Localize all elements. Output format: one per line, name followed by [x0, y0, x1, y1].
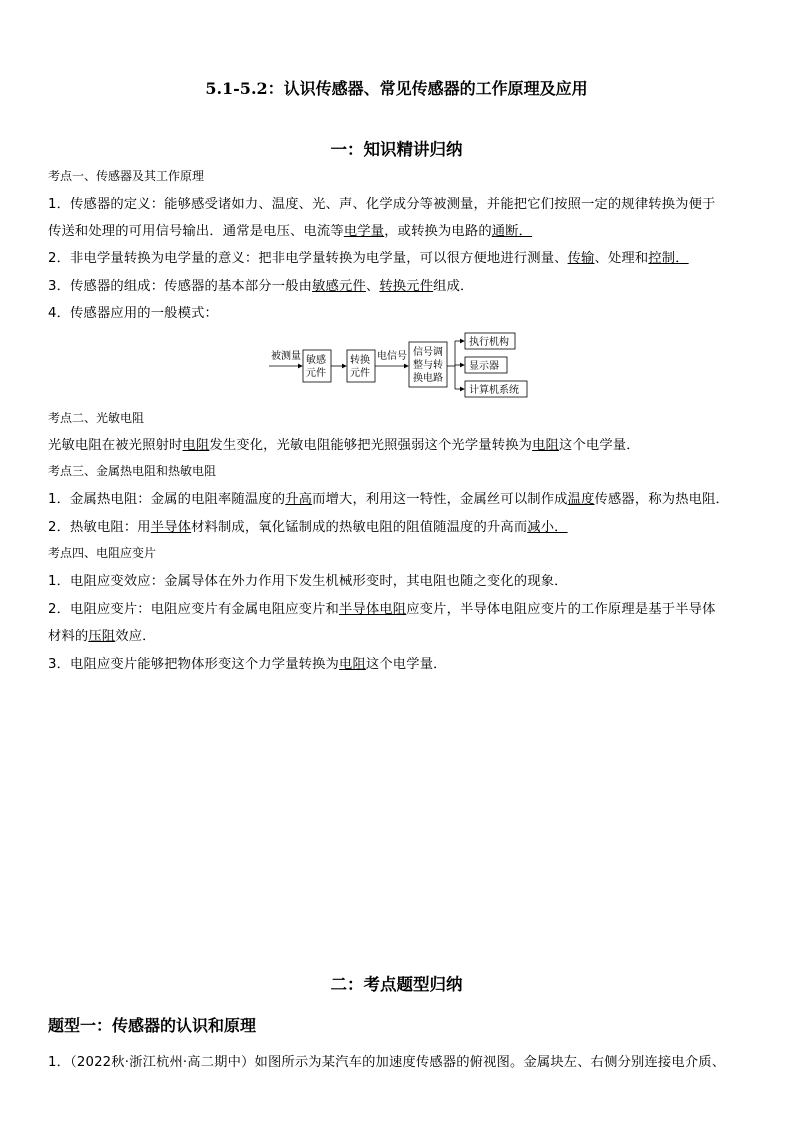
paragraph-6: 1．金属热电阻：金属的电阻率随温度的升高而增大，利用这一特性，金属丝可以制作成温度传感器，称为热电阻．: [48, 492, 729, 507]
paragraph-8: 1．电阻应变效应：金属导体在外力作用下发生机械形变时，其电阻也随之变化的现象．: [48, 574, 568, 589]
svg-text:执行机构: 执行机构: [469, 337, 509, 348]
underlined-term: 电阻: [182, 438, 210, 453]
flow-input-label: 被测量: [271, 351, 301, 362]
underlined-term: 压阻: [88, 629, 116, 644]
section-heading-2: 二：考点题型归纳: [330, 975, 463, 994]
svg-text:换电路: 换电路: [413, 373, 443, 384]
underlined-term: 半导体电阻: [339, 602, 407, 617]
kaodian-2-heading: 考点二、光敏电阻: [48, 411, 145, 425]
underlined-term: 传输: [567, 251, 595, 266]
paragraph-7: 2．热敏电阻：用半导体材料制成，氧化锰制成的热敏电阻的阻值随温度的升高而减小．: [48, 520, 568, 535]
svg-text:整与转: 整与转: [413, 360, 443, 371]
underlined-term: 电阻: [532, 438, 560, 453]
svg-text:显示器: 显示器: [469, 361, 499, 372]
sensor-flow-diagram: [265, 330, 535, 402]
paragraph-1-line-1: 1．传感器的定义：能够感受诸如力、温度、光、声、化学成分等被测量，并能把它们按照一定的规律转换为便于: [48, 197, 716, 212]
underlined-term: 转换元件: [379, 279, 434, 294]
underlined-term: 通断．: [491, 224, 533, 239]
underlined-term: 敏感元件: [312, 279, 366, 294]
paragraph-9-line-1: 2．电阻应变片：电阻应变片有金属电阻应变片和半导体电阻应变片，半导体电阻应变片的工作原理是基于半导体: [48, 602, 716, 617]
kaodian-3-heading: 考点三、金属热电阻和热敏电阻: [48, 464, 217, 478]
paragraph-4: 4．传感器应用的一般模式：: [48, 306, 218, 321]
svg-text:转换: 转换: [350, 355, 370, 366]
underlined-term: 电学量: [343, 224, 385, 239]
paragraph-3: 3．传感器的组成：传感器的基本部分一般由敏感元件、转换元件组成．: [48, 279, 474, 294]
svg-text:元件: 元件: [350, 368, 370, 379]
paragraph-10: 3．电阻应变片能够把物体形变这个力学量转换为电阻这个电学量．: [48, 657, 447, 672]
underlined-term: 温度: [567, 492, 595, 507]
section-heading-1: 一：知识精讲归纳: [330, 140, 463, 159]
paragraph-2: 2．非电学量转换为电学量的意义：把非电学量转换为电学量，可以很方便地进行测量、传输、处理和控制．: [48, 251, 689, 266]
question-type-heading: 题型一：传感器的认识和原理: [48, 1016, 257, 1035]
page-title: 5.1-5.2：认识传感器、常见传感器的工作原理及应用: [205, 79, 588, 98]
kaodian-1-heading: 考点一、传感器及其工作原理: [48, 169, 205, 183]
underlined-term: 减小．: [527, 520, 568, 535]
paragraph-1-line-2: 传送和处理的可用信号输出．通常是电压、电流等电学量，或转换为电路的通断．: [48, 224, 533, 239]
svg-text:计算机系统: 计算机系统: [469, 385, 519, 396]
underlined-term: 电阻: [339, 657, 366, 672]
flow-signal-label: 电信号: [377, 351, 407, 362]
question-1-text: 1．（2022秋·浙江杭州·高二期中）如图所示为某汽车的加速度传感器的俯视图。金属块左、右侧分别连接电介质、: [48, 1055, 726, 1070]
underlined-term: 半导体: [150, 520, 192, 535]
svg-text:信号调: 信号调: [413, 347, 443, 358]
paragraph-9-line-2: 材料的压阻效应．: [48, 629, 156, 644]
svg-text:元件: 元件: [306, 368, 326, 379]
underlined-term: 控制．: [648, 251, 689, 266]
kaodian-4-heading: 考点四、电阻应变片: [48, 546, 157, 560]
underlined-term: 升高: [285, 492, 313, 507]
svg-text:敏感: 敏感: [306, 355, 326, 366]
paragraph-5: 光敏电阻在被光照射时电阻发生变化，光敏电阻能够把光照强弱这个光学量转换为电阻这个电学量．: [48, 438, 640, 453]
